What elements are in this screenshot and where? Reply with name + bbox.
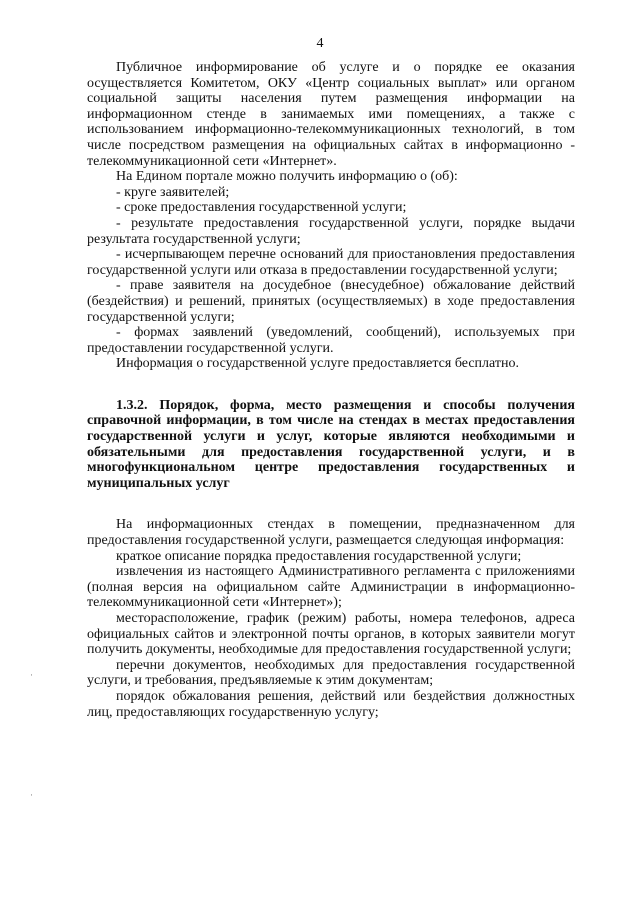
stand-lead-paragraph: На информационных стендах в помещении, предназначенном для предоставления государственной услуги, размещается следующая информация: — [87, 517, 575, 549]
spacer — [87, 491, 575, 517]
scan-mark: · — [30, 670, 33, 680]
portal-item-grounds: - исчерпывающем перечне оснований для приостановления предоставления государственной услуги или отказа в предоставлении государственной услуги; — [87, 247, 575, 278]
portal-lead-paragraph: На Едином портале можно получить информацию о (об): — [116, 169, 458, 185]
public-info-paragraph: Публичное информирование об услуге и о порядке ее оказания осуществляется Комитетом, ОКУ «Центр социальных выплат» или органом социальной защиты населения путем размещения информации на информационном стенде в занимаемых ими помещениях, а также с использованием информационно-телекоммуникационных технологий, в том числе посредством размещения на официальных сайтах в информационно - телекоммуникационной сети «Интернет». — [87, 60, 575, 169]
portal-item-applicants: - круге заявителей; — [116, 184, 230, 200]
page-number: 4 — [316, 36, 324, 51]
portal-item-result: - результате предоставления государственной услуги, порядке выдачи результата государственной услуги; — [87, 215, 575, 247]
spacer — [87, 372, 575, 398]
portal-item-forms: - формах заявлений (уведомлений, сообщений), используемых при предоставлении государственной услуги. — [87, 325, 575, 356]
stand-item-appeal-procedure: порядок обжалования решения, действий или бездействия должностных лиц, предоставляющих государственную услугу; — [87, 688, 575, 720]
stand-item-location: месторасположение, график (режим) работы, номера телефонов, адреса официальных сайтов и электронной почты органов, в которых заявители могут получить документы, необходимые для предоставления государственной услуги; — [87, 611, 575, 658]
document-body — [87, 60, 575, 720]
portal-item-appeal-right: - праве заявителя на досудебное (внесудебное) обжалование действий (бездействия) и решений, принятых (осуществляемых) в ходе предоставления государственной услуги; — [87, 278, 575, 325]
section-heading: 1.3.2. Порядок, форма, место размещения и способы получения справочной информации, в том числе на стендах в местах предоставления государственной услуги и услуг, которые являются необходимыми и обязательными для предоставления государственной услуги, и в многофункциональном центре предоставления государственных и муниципальных услуг — [87, 397, 575, 491]
free-info-paragraph: Информация о государственной услуге предоставляется бесплатно. — [116, 356, 519, 372]
scan-mark: · — [30, 790, 33, 800]
stand-item-extracts: извлечения из настоящего Административного регламента с приложениями (полная версия на официальном сайте Администрации в информационно-телекоммуникационной сети «Интернет»); — [87, 564, 575, 611]
stand-item-documents: перечни документов, необходимых для предоставления государственной услуги, и требования, предъявляемые к этим документам; — [87, 657, 575, 689]
portal-item-terms: - сроке предоставления государственной услуги; — [116, 200, 407, 216]
stand-item-description: краткое описание порядка предоставления государственной услуги; — [116, 548, 522, 564]
